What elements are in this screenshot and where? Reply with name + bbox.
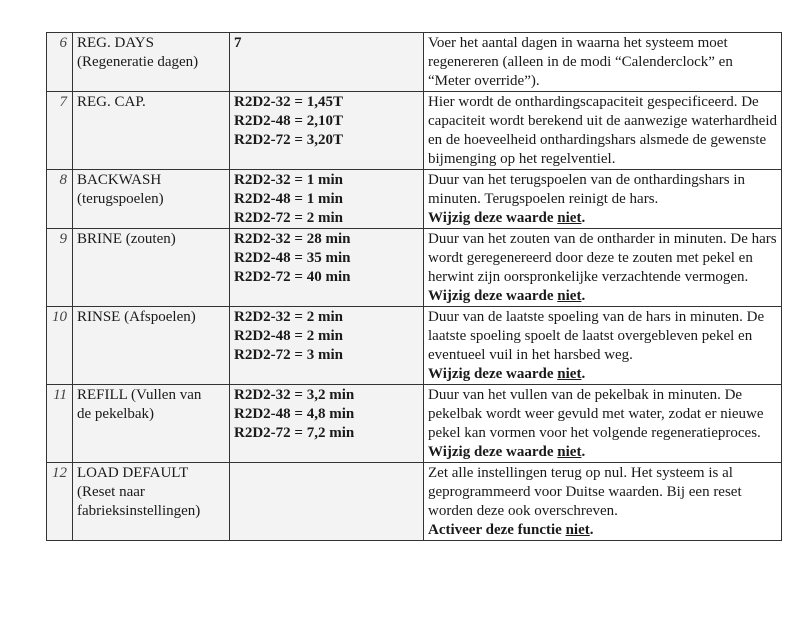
setting-name: [73, 385, 230, 463]
warning-prefix: Wijzig deze waarde: [428, 366, 558, 382]
setting-value-line: R2D2-48 = 1 min: [234, 191, 343, 207]
setting-value-line: R2D2-72 = 40 min: [234, 269, 351, 285]
setting-values: [230, 229, 424, 307]
setting-name: [73, 463, 230, 541]
setting-value-line: R2D2-32 = 28 min: [234, 231, 351, 247]
setting-value-line: R2D2-48 = 35 min: [234, 250, 351, 266]
setting-values: [230, 33, 424, 92]
setting-number: 11: [47, 385, 73, 463]
setting-number: 8: [47, 170, 73, 229]
setting-name-line: RINSE (Afspoelen): [77, 309, 196, 325]
setting-value-line: R2D2-72 = 7,2 min: [234, 425, 355, 441]
description-text: Zet alle instellingen terug op nul. Het systeem is al geprogrammeerd voor Duitse waarden. Bij een reset worden deze ook overschreven.: [428, 465, 742, 519]
setting-description: [424, 307, 782, 385]
warning-note: [428, 209, 777, 228]
setting-name-line: fabrieksinstellingen): [77, 503, 201, 519]
setting-number: 7: [47, 92, 73, 170]
setting-name-line: BRINE (zouten): [77, 231, 176, 247]
setting-values: [230, 463, 424, 541]
setting-number: 6: [47, 33, 73, 92]
warning-suffix: .: [581, 366, 586, 382]
setting-value-line: R2D2-48 = 2,10T: [234, 113, 343, 129]
warning-prefix: Activeer deze functie: [428, 522, 566, 538]
setting-value-line: R2D2-48 = 4,8 min: [234, 406, 355, 422]
setting-row: [47, 307, 782, 385]
warning-suffix: .: [581, 210, 586, 226]
setting-description: [424, 33, 782, 92]
setting-name-line: (Regeneratie dagen): [77, 54, 199, 70]
setting-name-line: (Reset naar: [77, 484, 145, 500]
setting-row: [47, 385, 782, 463]
setting-name: [73, 307, 230, 385]
setting-values: [230, 307, 424, 385]
setting-value-line: R2D2-32 = 1 min: [234, 172, 343, 188]
description-text: Voer het aantal dagen in waarna het systeem moet regenereren (alleen in de modi “Calenderclock” en “Meter override”).: [428, 35, 733, 89]
setting-value-line: R2D2-72 = 3,20T: [234, 132, 343, 148]
setting-name-line: LOAD DEFAULT: [77, 465, 189, 481]
setting-value-line: 7: [234, 35, 242, 51]
setting-name-line: REFILL (Vullen van: [77, 387, 202, 403]
setting-number: 10: [47, 307, 73, 385]
setting-number: 12: [47, 463, 73, 541]
description-text: Hier wordt de onthardingscapaciteit gespecificeerd. De capaciteit wordt berekend uit de aanwezige waterhardheid en de hoeveelheid onthardingshars alsmede de gewenste bijmenging op het regelventiel.: [428, 94, 777, 167]
setting-value-line: R2D2-72 = 3 min: [234, 347, 343, 363]
setting-row: [47, 170, 782, 229]
setting-name: [73, 33, 230, 92]
setting-number: 9: [47, 229, 73, 307]
warning-note: [428, 443, 777, 462]
warning-negation: niet: [557, 288, 582, 304]
setting-value-line: R2D2-32 = 2 min: [234, 309, 343, 325]
setting-values: [230, 92, 424, 170]
setting-row: [47, 229, 782, 307]
warning-note: [428, 365, 777, 384]
setting-name-line: BACKWASH: [77, 172, 162, 188]
description-text: Duur van de laatste spoeling van de hars in minuten. De laatste spoeling spoelt de laatst overgebleven pekel en eventueel vuil in het harsbed weg.: [428, 309, 765, 363]
warning-negation: niet: [557, 366, 582, 382]
warning-negation: niet: [557, 444, 582, 460]
settings-table-page: [46, 32, 781, 541]
setting-name: [73, 170, 230, 229]
warning-prefix: Wijzig deze waarde: [428, 210, 558, 226]
setting-value-line: R2D2-32 = 1,45T: [234, 94, 343, 110]
warning-negation: niet: [557, 210, 582, 226]
setting-name: [73, 229, 230, 307]
setting-description: [424, 463, 782, 541]
warning-suffix: .: [581, 444, 586, 460]
warning-suffix: .: [581, 288, 586, 304]
setting-values: [230, 170, 424, 229]
setting-values: [230, 385, 424, 463]
setting-row: [47, 92, 782, 170]
warning-suffix: .: [589, 522, 594, 538]
setting-row: [47, 33, 782, 92]
warning-prefix: Wijzig deze waarde: [428, 444, 558, 460]
setting-row: [47, 463, 782, 541]
setting-description: [424, 229, 782, 307]
settings-table-body: [47, 33, 782, 541]
warning-note: [428, 287, 777, 306]
setting-description: [424, 170, 782, 229]
setting-value-line: R2D2-48 = 2 min: [234, 328, 343, 344]
warning-note: [428, 521, 777, 540]
setting-name-line: REG. CAP.: [77, 94, 146, 110]
setting-description: [424, 92, 782, 170]
description-text: Duur van het vullen van de pekelbak in minuten. De pekelbak wordt weer gevuld met water, zodat er nieuwe pekel kan vormen voor het volgende regeneratieproces.: [428, 387, 764, 441]
setting-value-line: R2D2-72 = 2 min: [234, 210, 343, 226]
description-text: Duur van het terugspoelen van de onthardingshars in minuten. Terugspoelen reinigt de hars.: [428, 172, 745, 207]
setting-name: [73, 92, 230, 170]
setting-name-line: de pekelbak): [77, 406, 155, 422]
setting-value-line: R2D2-32 = 3,2 min: [234, 387, 355, 403]
description-text: Duur van het zouten van de ontharder in minuten. De hars wordt geregenereerd door deze te zouten met pekel en herwint zijn oorspronkelijke verzachtende vermogen.: [428, 231, 777, 285]
warning-negation: niet: [565, 522, 590, 538]
setting-name-line: (terugspoelen): [77, 191, 164, 207]
setting-description: [424, 385, 782, 463]
warning-prefix: Wijzig deze waarde: [428, 288, 558, 304]
settings-table: [46, 32, 782, 541]
setting-name-line: REG. DAYS: [77, 35, 154, 51]
